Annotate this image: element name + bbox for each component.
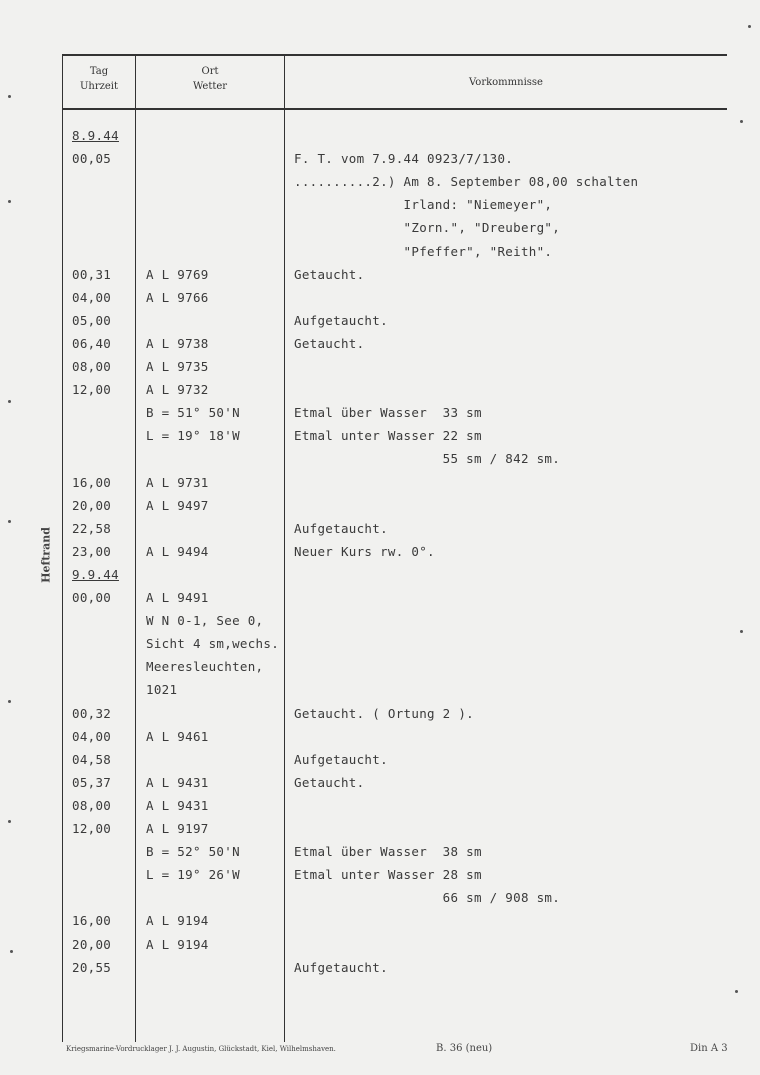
scan-speck xyxy=(740,630,743,633)
log-row xyxy=(0,702,760,725)
time-cell: 00,05 xyxy=(72,151,112,167)
position-cell: A L 9491 xyxy=(146,590,209,605)
event-cell: 66 sm / 908 sm. xyxy=(294,890,561,906)
date-row xyxy=(0,124,760,147)
footer-form: B. 36 (neu) xyxy=(436,1043,493,1054)
position-cell: A L 9735 xyxy=(146,359,209,374)
scan-speck xyxy=(735,990,738,993)
log-row xyxy=(0,678,760,701)
time-cell: 04,00 xyxy=(72,289,112,305)
position-cell: A L 9197 xyxy=(146,821,209,836)
position-cell: W N 0-1, See 0, xyxy=(146,613,264,629)
time-cell: 12,00 xyxy=(72,382,112,398)
event-cell: Etmal unter Wasser 22 sm xyxy=(294,428,482,444)
log-row xyxy=(0,771,760,794)
log-row xyxy=(0,609,760,632)
event-cell: F. T. vom 7.9.44 0923/7/130. xyxy=(294,151,514,167)
log-row xyxy=(0,471,760,494)
position-cell: A L 9431 xyxy=(146,774,209,790)
log-row xyxy=(0,193,760,216)
log-row xyxy=(0,286,760,309)
log-row xyxy=(0,147,760,170)
event-cell: Getaucht. ( Ortung 2 ). xyxy=(294,705,474,721)
header-bottom-rule xyxy=(62,108,727,110)
log-row xyxy=(0,540,760,563)
log-row xyxy=(0,909,760,932)
event-cell: Etmal unter Wasser 28 sm xyxy=(294,867,482,883)
log-row xyxy=(0,725,760,748)
position-cell: A L 9732 xyxy=(146,382,209,398)
log-row xyxy=(0,494,760,517)
position-cell: Meeresleuchten, xyxy=(146,659,264,675)
position-cell: A L 9461 xyxy=(146,728,209,744)
log-row xyxy=(0,586,760,609)
position-cell: Sicht 4 sm,wechs. xyxy=(146,636,280,652)
position-cell: 1021 xyxy=(146,682,178,698)
position-cell: A L 9494 xyxy=(146,543,209,559)
header-ort-wetter xyxy=(137,64,283,94)
log-row xyxy=(0,240,760,263)
time-cell: 22,58 xyxy=(72,520,112,536)
header-col1-line1: Tag xyxy=(89,66,109,77)
header-vorkommnisse: Vorkommnisse xyxy=(469,77,543,88)
log-row xyxy=(0,863,760,886)
log-row xyxy=(0,216,760,239)
time-cell: 20,55 xyxy=(72,959,112,975)
event-cell: Aufgetaucht. xyxy=(294,751,388,767)
position-cell: A L 9769 xyxy=(146,266,209,282)
log-row xyxy=(0,748,760,771)
time-cell: 20,00 xyxy=(72,936,112,952)
scan-speck xyxy=(8,200,11,203)
position-cell: B = 51° 50'N xyxy=(146,405,240,421)
scan-speck xyxy=(8,820,11,823)
time-cell: 04,58 xyxy=(72,751,112,767)
log-row xyxy=(0,886,760,909)
log-row xyxy=(0,840,760,863)
position-cell: A L 9738 xyxy=(146,335,209,351)
event-cell: ..........2.) Am 8. September 08,00 schalten xyxy=(294,174,639,190)
log-row xyxy=(0,794,760,817)
log-row xyxy=(0,447,760,470)
event-cell: Getaucht. xyxy=(294,335,365,351)
time-cell: 00,32 xyxy=(72,705,112,721)
position-cell: A L 9194 xyxy=(146,936,209,952)
log-row xyxy=(0,817,760,840)
date-row xyxy=(0,563,760,586)
time-cell: 00,00 xyxy=(72,590,112,605)
header-tag-uhrzeit xyxy=(64,64,134,94)
position-cell: A L 9497 xyxy=(146,497,209,513)
time-cell: 9.9.44 xyxy=(72,566,119,582)
scan-speck xyxy=(10,950,13,953)
header-col2-line1: Ort xyxy=(201,66,219,77)
log-row xyxy=(0,632,760,655)
event-cell: Etmal über Wasser 38 sm xyxy=(294,844,482,860)
time-cell: 05,00 xyxy=(72,312,112,328)
event-cell: Getaucht. xyxy=(294,774,365,790)
scan-speck xyxy=(8,520,11,523)
scan-speck xyxy=(8,95,11,98)
event-cell: Aufgetaucht. xyxy=(294,959,388,975)
footer-code: Din A 3 xyxy=(690,1043,728,1054)
time-cell: 00,31 xyxy=(72,266,112,282)
scan-speck xyxy=(748,25,751,28)
scan-speck xyxy=(8,700,11,703)
time-cell: 23,00 xyxy=(72,543,112,559)
log-row xyxy=(0,933,760,956)
log-row xyxy=(0,956,760,979)
event-cell: Aufgetaucht. xyxy=(294,520,388,536)
position-cell: A L 9194 xyxy=(146,913,209,929)
time-cell: 05,37 xyxy=(72,774,112,790)
header-col1-line2: Uhrzeit xyxy=(79,81,119,92)
log-row xyxy=(0,378,760,401)
event-cell: Neuer Kurs rw. 0°. xyxy=(294,543,435,559)
position-cell: A L 9766 xyxy=(146,289,209,305)
scan-speck xyxy=(8,400,11,403)
margin-label-text: Heftrand xyxy=(39,527,53,583)
time-cell: 06,40 xyxy=(72,335,112,351)
time-cell: 16,00 xyxy=(72,913,112,929)
position-cell: B = 52° 50'N xyxy=(146,844,240,860)
position-cell: L = 19° 26'W xyxy=(146,867,240,883)
log-row xyxy=(0,170,760,193)
event-cell: "Zorn.", "Dreuberg", xyxy=(294,220,561,236)
position-cell: A L 9431 xyxy=(146,797,209,813)
log-row xyxy=(0,263,760,286)
event-cell: Aufgetaucht. xyxy=(294,312,388,328)
event-cell: Etmal über Wasser 33 sm xyxy=(294,405,482,421)
time-cell: 12,00 xyxy=(72,821,112,836)
event-cell: Irland: "Niemeyer", xyxy=(294,197,553,213)
event-cell: "Pfeffer", "Reith". xyxy=(294,243,553,259)
time-cell: 04,00 xyxy=(72,728,112,744)
time-cell: 8.9.44 xyxy=(72,128,119,143)
position-cell: A L 9731 xyxy=(146,474,209,490)
time-cell: 08,00 xyxy=(72,359,112,374)
log-row xyxy=(0,332,760,355)
footer-printer: Kriegsmarine-Vordrucklager J. J. Augustin, Glückstadt, Kiel, Wilhelmshaven. xyxy=(66,1045,336,1053)
log-row xyxy=(0,309,760,332)
position-cell: L = 19° 18'W xyxy=(146,428,240,444)
scan-speck xyxy=(740,120,743,123)
header-col2-line2: Wetter xyxy=(192,81,228,92)
log-row xyxy=(0,655,760,678)
event-cell: 55 sm / 842 sm. xyxy=(294,451,561,467)
event-cell: Getaucht. xyxy=(294,266,365,282)
time-cell: 08,00 xyxy=(72,797,112,813)
log-row xyxy=(0,424,760,447)
time-cell: 20,00 xyxy=(72,497,112,513)
log-row xyxy=(0,517,760,540)
time-cell: 16,00 xyxy=(72,474,112,490)
log-row xyxy=(0,355,760,378)
log-row xyxy=(0,401,760,424)
table-top-rule xyxy=(62,54,727,56)
